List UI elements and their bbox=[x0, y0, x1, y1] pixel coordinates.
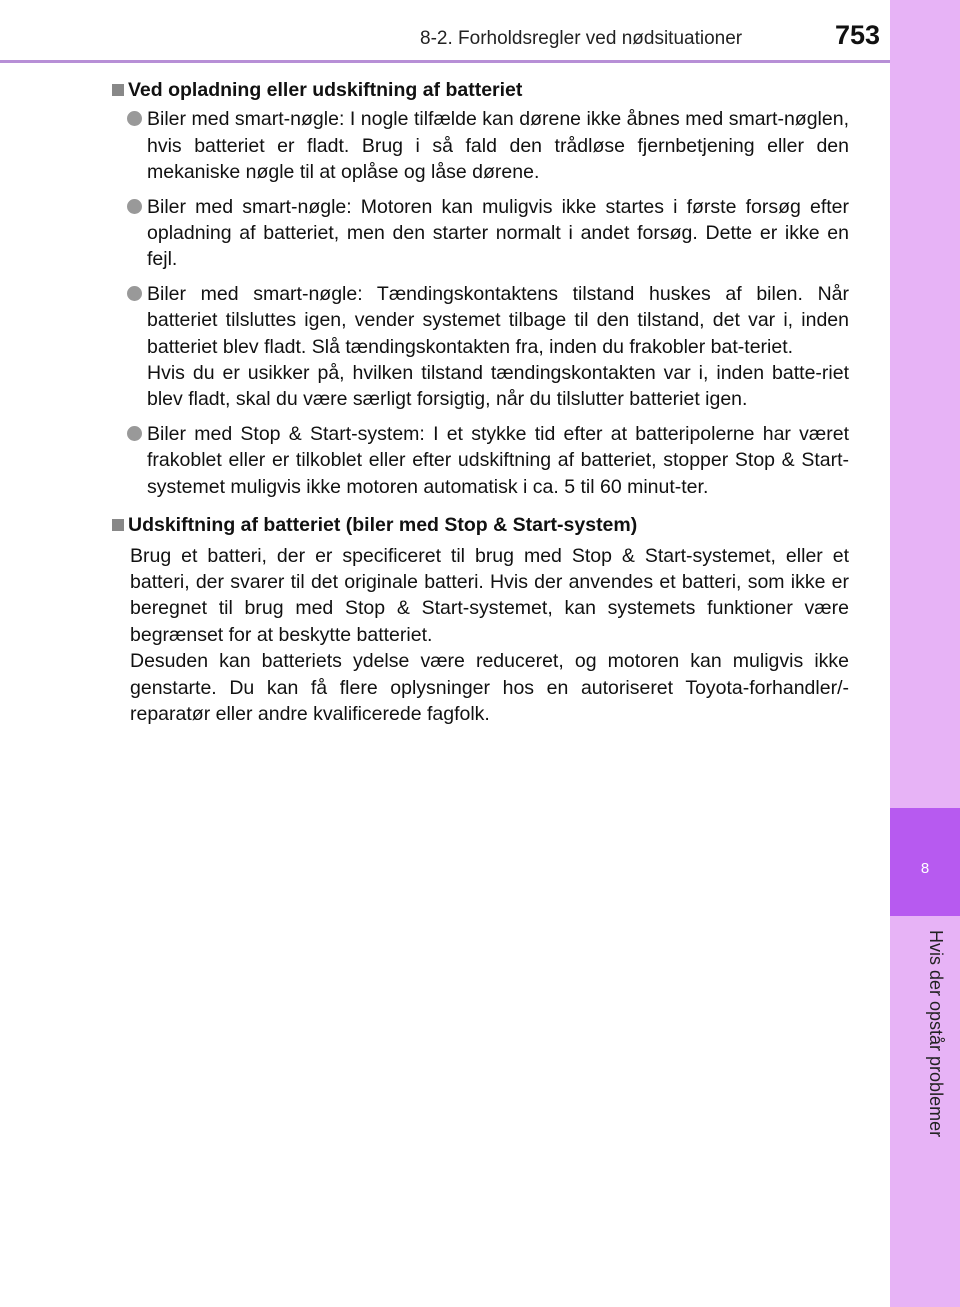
list-item bbox=[112, 421, 849, 500]
bullet-text: Biler med smart-nøgle: Motoren kan muligvis ikke startes i første forsøg efter opladning af batteriet, men den starter normalt i andet forsøg. Dette er ikke en fejl. bbox=[147, 195, 849, 271]
header-divider bbox=[0, 60, 890, 63]
circle-bullet-icon bbox=[127, 286, 142, 301]
body-paragraph: Brug et batteri, der er specificeret til brug med Stop & Start-systemet, eller et batteri, der svarer til det originale batteri. Hvis der anvendes et batteri, som ikke er beregnet til brug med Stop & Start-systemet, kan systemets funktioner være begrænset for at beskytte batteriet. bbox=[130, 544, 849, 646]
square-bullet-icon bbox=[112, 519, 124, 531]
list-item bbox=[112, 194, 849, 273]
square-bullet-icon bbox=[112, 84, 124, 96]
circle-bullet-icon bbox=[127, 426, 142, 441]
page-number: 753 bbox=[834, 20, 880, 50]
section-heading bbox=[112, 77, 849, 103]
section-heading-text: Ved opladning eller udskiftning af batteriet bbox=[128, 79, 523, 101]
bullet-list bbox=[112, 106, 849, 500]
bullet-text: Biler med smart-nøgle: I nogle tilfælde kan dørene ikke åbnes med smart-nøglen, hvis batteriet er fladt. Brug i så fald den trådløse fjernbetjening eller den mekaniske nøgle til at oplåse og låse dørene. bbox=[147, 108, 849, 184]
chapter-title: Hvis der opstår problemer bbox=[926, 930, 946, 1138]
bullet-text: Biler med Stop & Start-system: I et stykke tid efter at batteripolerne har været frakoblet eller er tilkoblet eller efter udskiftning af batteriet, stopper Stop & Start-systemet muligvis ikke motoren automatisk i ca. 5 til 60 minut-ter. bbox=[147, 422, 849, 498]
circle-bullet-icon bbox=[127, 111, 142, 126]
list-item bbox=[112, 106, 849, 185]
circle-bullet-icon bbox=[127, 199, 142, 214]
chapter-number: 8 bbox=[920, 860, 930, 877]
running-header-title: 8-2. Forholdsregler ved nødsituationer bbox=[420, 28, 743, 49]
body-paragraph: Desuden kan batteriets ydelse være reduceret, og motoren kan muligvis ikke genstarte. Du kan få flere oplysninger hos en autoriseret Toyota-forhandler/-reparatør eller andre kvalificerede fagfolk. bbox=[130, 650, 849, 725]
list-item bbox=[112, 281, 849, 413]
page-content bbox=[112, 75, 849, 727]
bullet-text-continued: Hvis du er usikker på, hvilken tilstand tændingskontakten var i, inden batte-riet blev fladt, skal du være særligt forsigtig, når du tilslutter batteriet igen. bbox=[147, 362, 849, 411]
section-heading bbox=[112, 512, 849, 538]
bullet-text: Biler med smart-nøgle: Tændingskontaktens tilstand huskes af bilen. Når batteriet tilsluttes igen, vender systemet tilbage til den tilstand, det var i, inden batteriet blev fladt. Slå tændingskontakten fra, inden du frakobler bat-teriet. bbox=[147, 282, 849, 358]
section-heading-text: Udskiftning af batteriet (biler med Stop & Start-system) bbox=[128, 514, 638, 537]
section-body bbox=[112, 543, 849, 728]
